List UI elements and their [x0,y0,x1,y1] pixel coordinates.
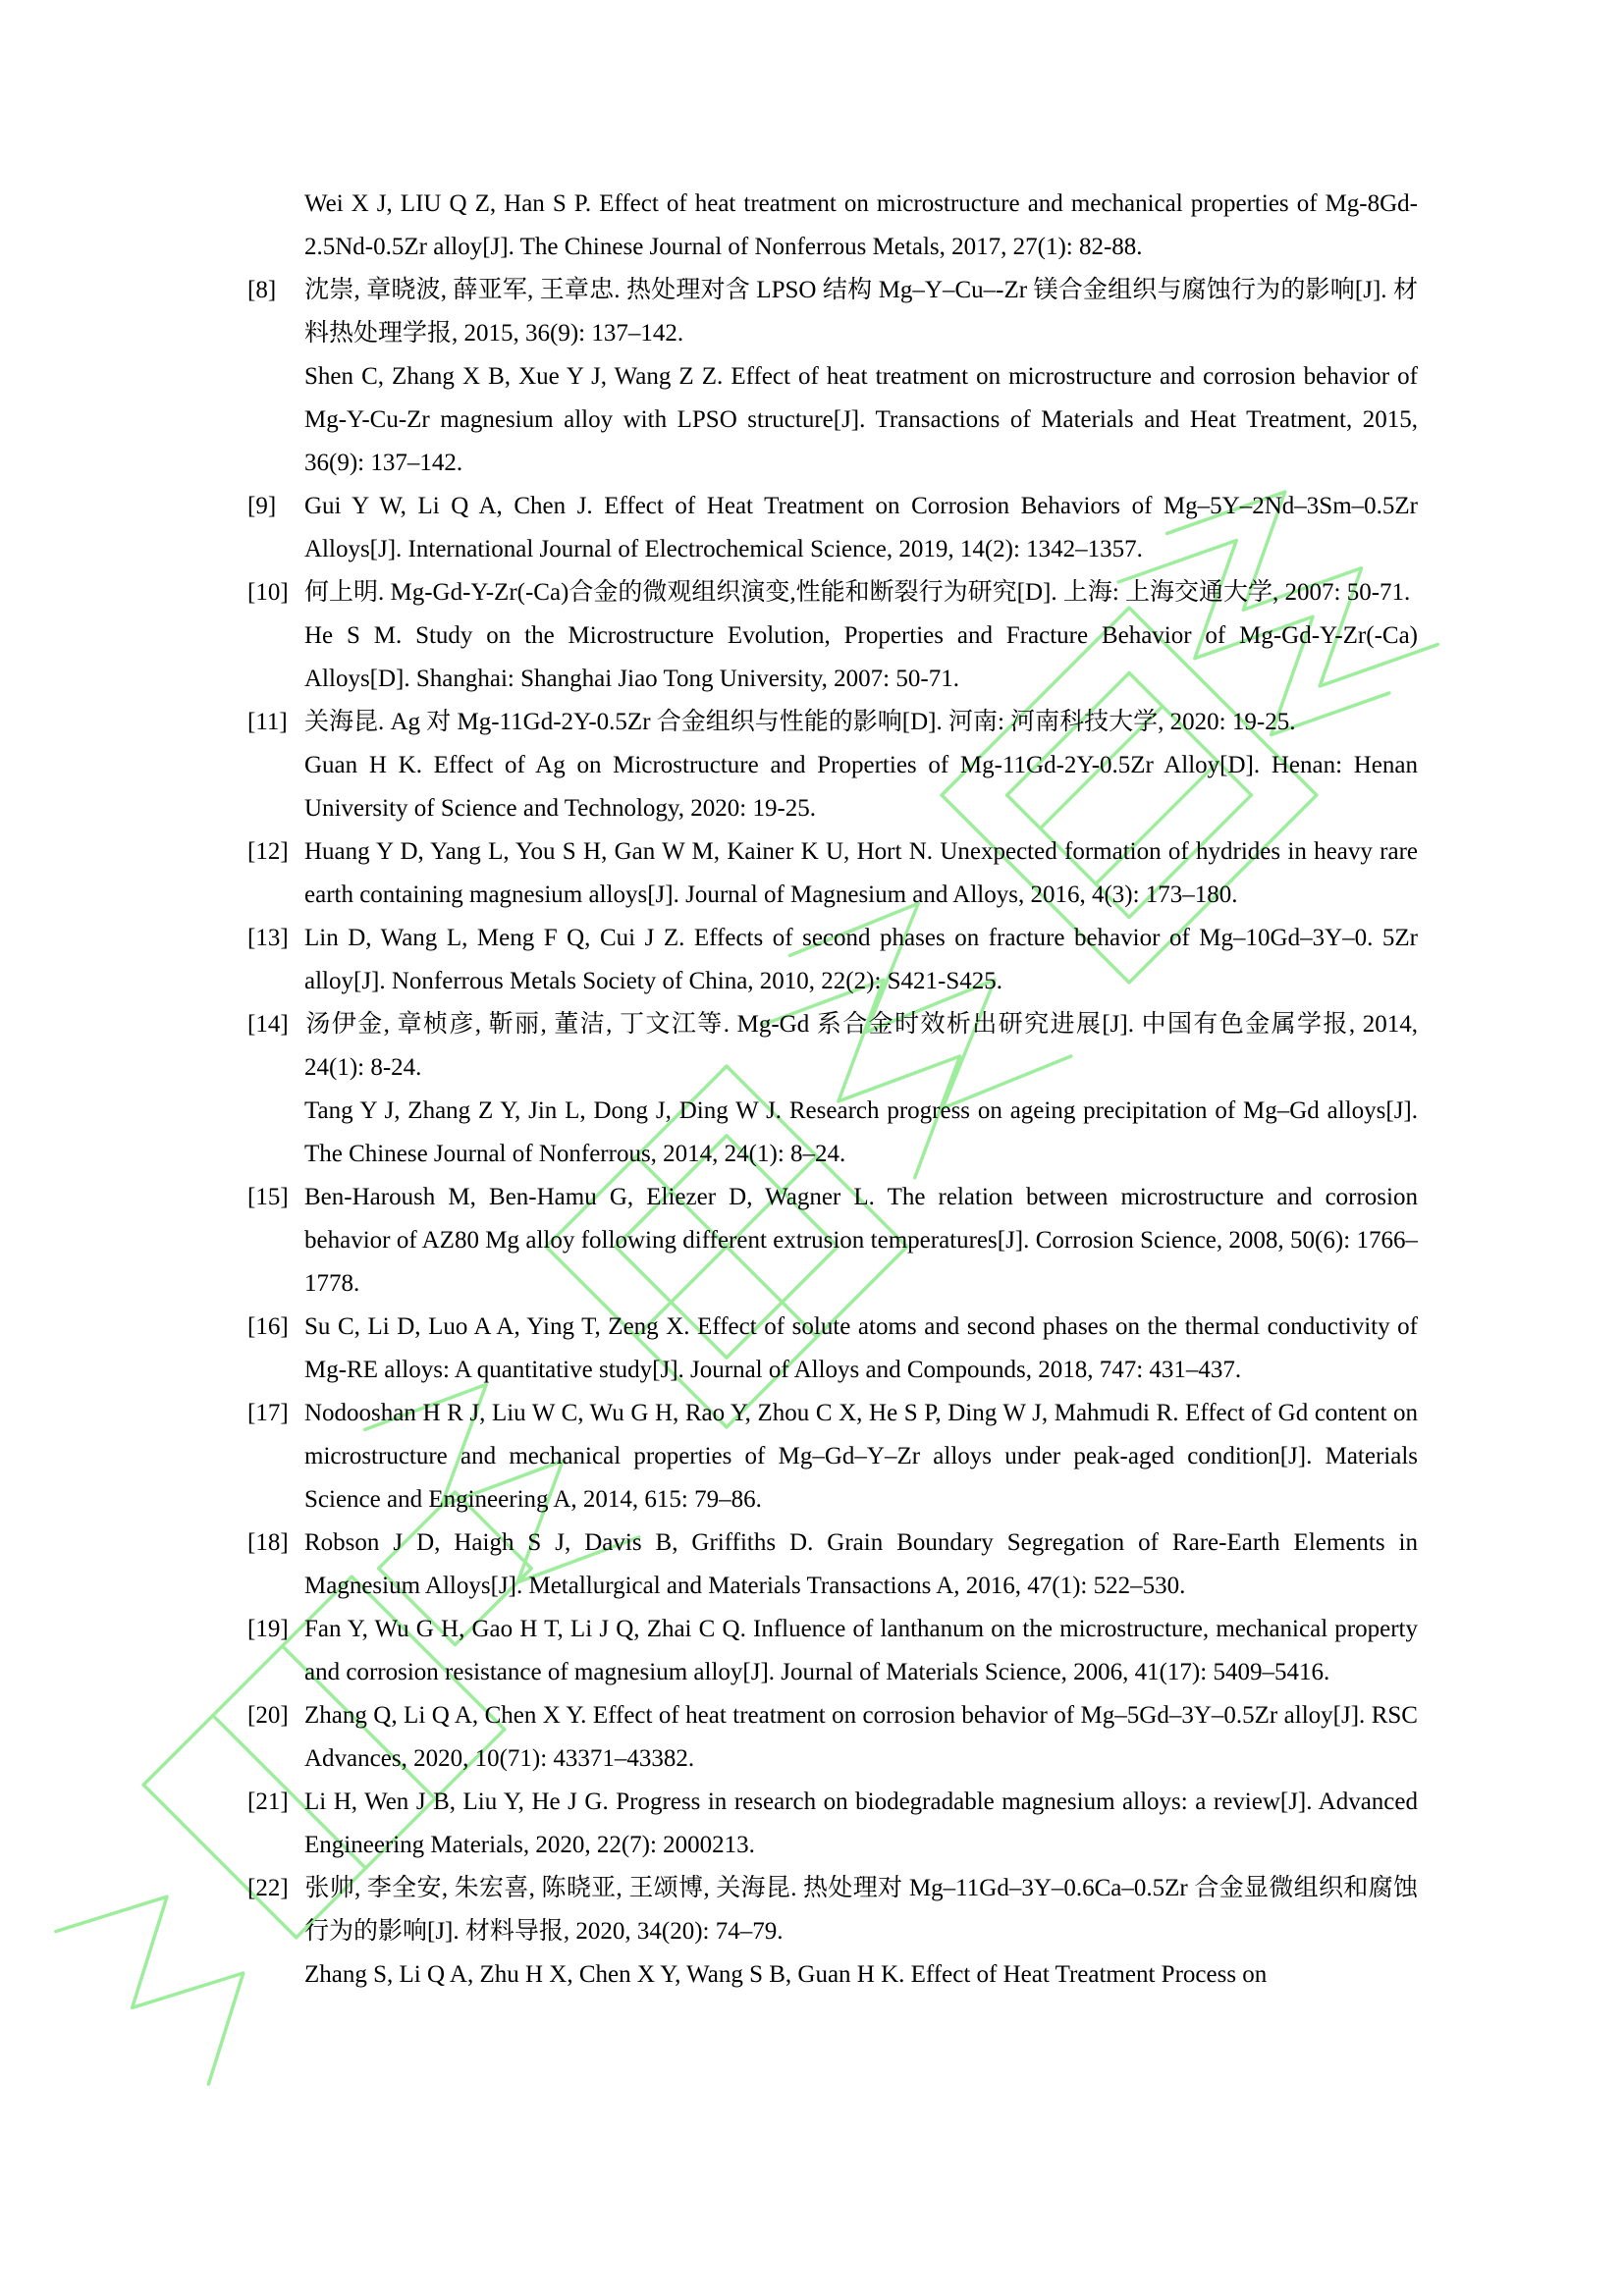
reference-citation [247,1522,1418,1608]
reference-citation [247,830,1418,917]
reference-entry [247,1392,1418,1522]
reference-citation [247,1608,1418,1694]
reference-number: [20] [247,1702,289,1729]
reference-entry [247,1867,1418,1997]
reference-translation: Guan H K. Effect of Ag on Microstructure and Properties of Mg-11Gd-2Y-0.5Zr Alloy[D]. Henan: Henan University of Science and Technology, 2020: 19-25. [304,752,1418,822]
reference-citation [247,917,1418,1003]
reference-text: 关海昆. Ag 对 Mg-11Gd-2Y-0.5Zr 合金组织与性能的影响[D]. 河南: 河南科技大学, 2020: 19-25. [304,709,1296,735]
reference-entry [247,571,1418,701]
reference-entry [247,1306,1418,1392]
reference-number: [9] [247,493,277,519]
reference-text: Ben-Haroush M, Ben-Hamu G, Eliezer D, Wagner L. The relation between microstructure and corrosion behavior of AZ80 Mg alloy following different extrusion temperatures[J]. Corrosion Science, 2008, 50(6): 1766–1778. [304,1184,1418,1297]
reference-entry [247,1176,1418,1306]
reference-text: Huang Y D, Yang L, You S H, Gan W M, Kainer K U, Hort N. Unexpected formation of hydrides in heavy rare earth containing magnesium alloys[J]. Journal of Magnesium and Alloys, 2016, 4(3): 173–180. [304,838,1418,908]
reference-number: [16] [247,1313,289,1340]
reference-text: Fan Y, Wu G H, Gao H T, Li J Q, Zhai C Q. Influence of lanthanum on the microstructure, mechanical property and corrosion resistance of magnesium alloy[J]. Journal of Materials Science, 2006, 41(17): 5409–5416. [304,1616,1418,1685]
reference-number: [12] [247,838,289,865]
reference-text: Lin D, Wang L, Meng F Q, Cui J Z. Effects of second phases on fracture behavior of Mg–10Gd–3Y–0. 5Zr alloy[J]. Nonferrous Metals Society of China, 2010, 22(2): S421-S425. [304,925,1418,994]
reference-text: Su C, Li D, Luo A A, Ying T, Zeng X. Effect of solute atoms and second phases on the thermal conductivity of Mg-RE alloys: A quantitative study[J]. Journal of Alloys and Compounds, 2018, 747: 431–437. [304,1313,1418,1383]
reference-citation [247,1781,1418,1867]
reference-citation [247,1003,1418,1090]
reference-translation: He S M. Study on the Microstructure Evolution, Properties and Fracture Behavior of Mg-Gd-Y-Zr(-Ca) Alloys[D]. Shanghai: Shanghai Jiao Tong University, 2007: 50-71. [304,622,1418,692]
reference-entry [247,269,1418,485]
reference-citation [247,269,1418,355]
reference-citation [247,571,1418,614]
reference-number: [21] [247,1789,289,1815]
reference-entry [247,1522,1418,1608]
reference-number: [15] [247,1184,289,1210]
reference-text: Li H, Wen J B, Liu Y, He J G. Progress in research on biodegradable magnesium alloys: a review[J]. Advanced Engineering Materials, 2020, 22(7): 2000213. [304,1789,1418,1858]
references-list [247,183,1418,1997]
reference-text: Nodooshan H R J, Liu W C, Wu G H, Rao Y, Zhou C X, He S P, Ding W J, Mahmudi R. Effect of Gd content on microstructure and mechanical properties of Mg–Gd–Y–Zr alloys under peak-aged condition[J]. Materials Science and Engineering A, 2014, 615: 79–86. [304,1400,1418,1513]
reference-text: 沈崇, 章晓波, 薛亚军, 王章忠. 热处理对含 LPSO 结构 Mg–Y–Cu–-Zr 镁合金组织与腐蚀行为的影响[J]. 材料热处理学报, 2015, 36(9): 137–142. [304,277,1418,347]
reference-number: [14] [247,1011,289,1038]
reference-citation [247,1306,1418,1392]
reference-number: [10] [247,579,289,606]
reference-translation: Tang Y J, Zhang Z Y, Jin L, Dong J, Ding W J. Research progress on ageing precipitation of Mg–Gd alloys[J]. The Chinese Journal of Nonferrous, 2014, 24(1): 8–24. [304,1097,1418,1167]
reference-continuation: Wei X J, LIU Q Z, Han S P. Effect of heat treatment on microstructure and mechanical properties of Mg-8Gd-2.5Nd-0.5Zr alloy[J]. The Chinese Journal of Nonferrous Metals, 2017, 27(1): 82-88. [304,190,1418,260]
reference-number: [18] [247,1529,289,1556]
reference-text: 汤伊金, 章桢彦, 靳丽, 董洁, 丁文江等. Mg-Gd 系合金时效析出研究进展[J]. 中国有色金属学报, 2014, 24(1): 8-24. [304,1011,1418,1081]
reference-text: Robson J D, Haigh S J, Davis B, Griffiths D. Grain Boundary Segregation of Rare-Earth Elements in Magnesium Alloys[J]. Metallurgical and Materials Transactions A, 2016, 47(1): 522–530. [304,1529,1418,1599]
reference-text: Gui Y W, Li Q A, Chen J. Effect of Heat Treatment on Corrosion Behaviors of Mg–5Y–2Nd–3Sm–0.5Zr Alloys[J]. International Journal of Electrochemical Science, 2019, 14(2): 1342–1357. [304,493,1418,562]
reference-citation [247,1176,1418,1306]
reference-entry [247,183,1418,269]
reference-entry [247,1694,1418,1781]
reference-number: [13] [247,925,289,951]
reference-citation [247,701,1418,744]
reference-entry [247,1003,1418,1176]
reference-number: [8] [247,277,277,303]
reference-citation [247,1694,1418,1781]
reference-number: [22] [247,1875,289,1901]
reference-citation [247,1392,1418,1522]
reference-entry [247,830,1418,917]
reference-translation: Zhang S, Li Q A, Zhu H X, Chen X Y, Wang S B, Guan H K. Effect of Heat Treatment Process on [304,1961,1268,1988]
reference-citation [247,485,1418,571]
reference-number: [11] [247,709,288,735]
reference-number: [17] [247,1400,289,1426]
reference-text: 张帅, 李全安, 朱宏喜, 陈晓亚, 王颂博, 关海昆. 热处理对 Mg–11Gd–3Y–0.6Ca–0.5Zr 合金显微组织和腐蚀行为的影响[J]. 材料导报, 2020, 34(20): 74–79. [304,1875,1418,1945]
reference-number: [19] [247,1616,289,1642]
reference-entry [247,485,1418,571]
reference-entry [247,1781,1418,1867]
reference-text: 何上明. Mg-Gd-Y-Zr(-Ca)合金的微观组织演变,性能和断裂行为研究[D]. 上海: 上海交通大学, 2007: 50-71. [304,579,1411,606]
reference-entry [247,1608,1418,1694]
reference-text: Zhang Q, Li Q A, Chen X Y. Effect of heat treatment on corrosion behavior of Mg–5Gd–3Y–0.5Zr alloy[J]. RSC Advances, 2020, 10(71): 43371–43382. [304,1702,1418,1772]
reference-entry [247,917,1418,1003]
reference-translation: Shen C, Zhang X B, Xue Y J, Wang Z Z. Effect of heat treatment on microstructure and corrosion behavior of Mg-Y-Cu-Zr magnesium alloy with LPSO structure[J]. Transactions of Materials and Heat Treatment, 2015, 36(9): 137–142. [304,363,1418,476]
reference-entry [247,701,1418,830]
reference-citation [247,1867,1418,1953]
